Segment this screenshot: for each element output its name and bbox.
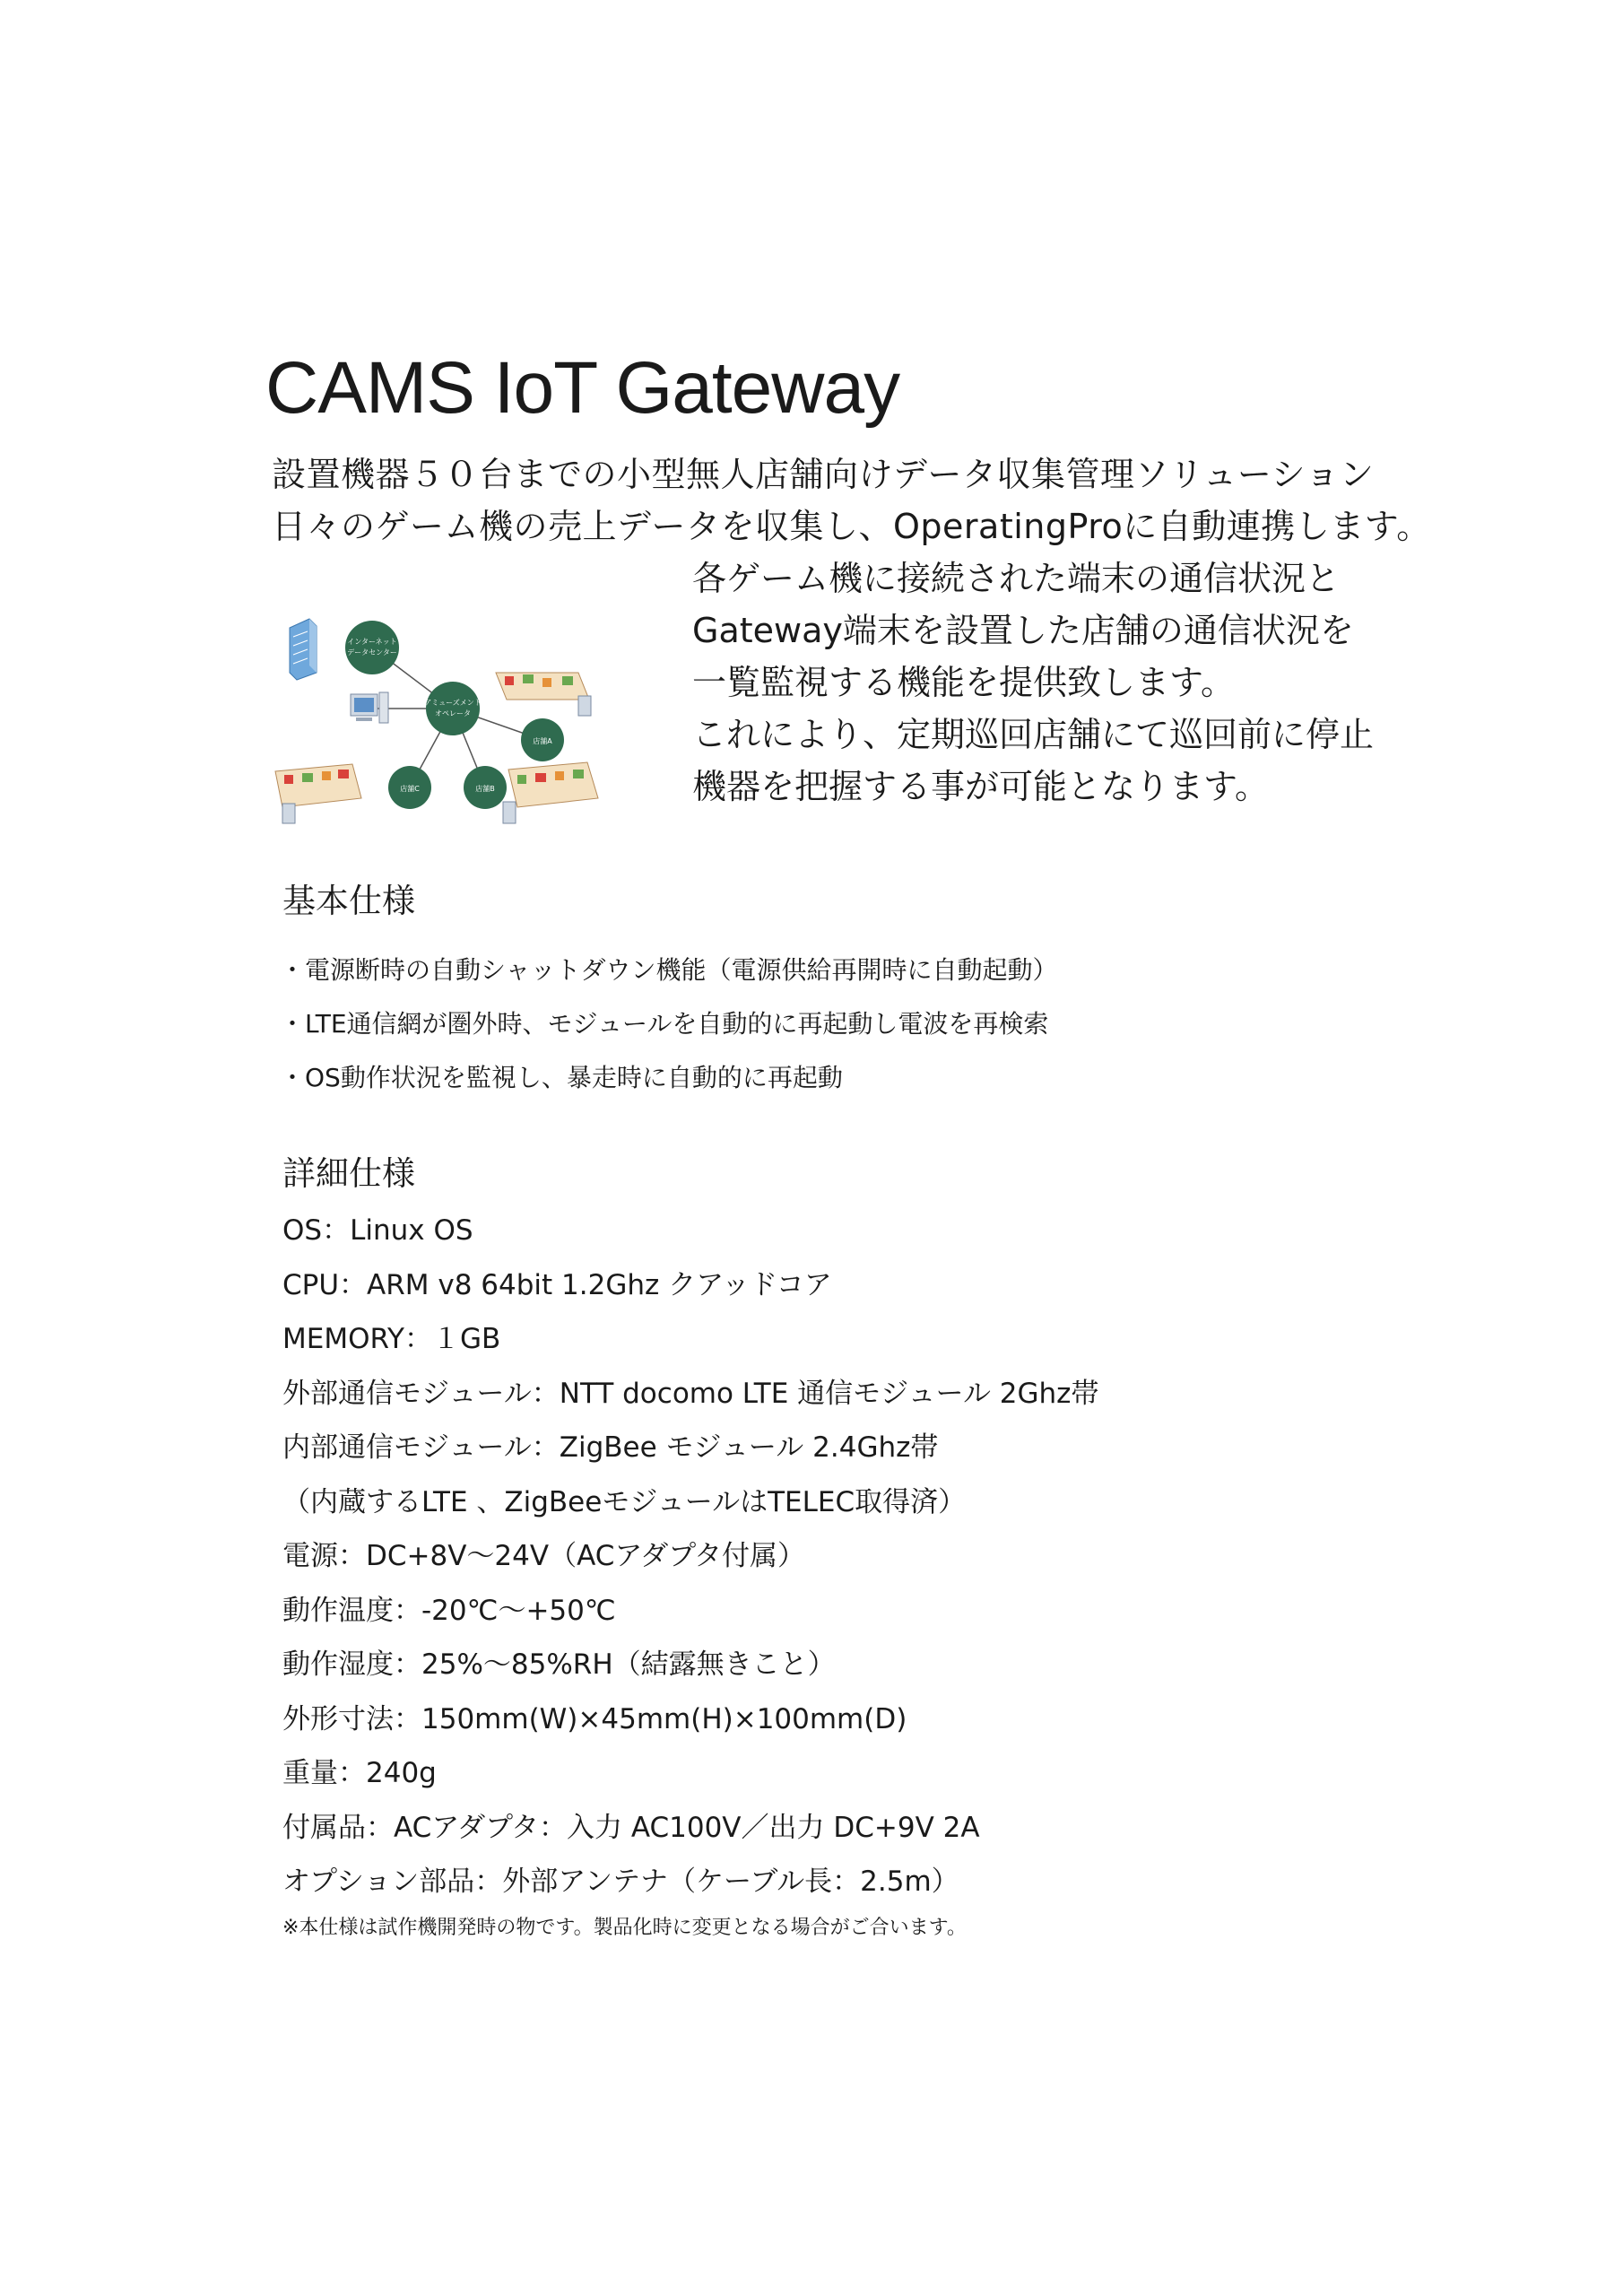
- store-illustration-icon: [496, 673, 591, 716]
- operator-node: [424, 682, 481, 735]
- datacenter-building-icon: [290, 619, 317, 680]
- detail-spec-item: 外形寸法：150mm(W)×45mm(H)×100mm(D): [282, 1702, 907, 1735]
- detail-spec-item: MEMORY：１GB: [282, 1323, 501, 1355]
- detail-spec-item: OS：Linux OS: [282, 1214, 473, 1247]
- basic-spec-item: ・電源断時の自動シャットダウン機能（電源供給再開時に自動起動）: [280, 955, 1058, 985]
- intro-line: 設置機器５０台までの小型無人店舗向けデータ収集管理ソリューション: [272, 455, 1375, 494]
- basic-spec-list: [280, 944, 1057, 1105]
- detail-spec-list: [282, 1204, 1098, 1909]
- detail-spec-item: 重量：240g: [282, 1757, 437, 1789]
- detail-spec-item: 内部通信モジュール：ZigBee モジュール 2.4Ghz帯: [282, 1431, 939, 1464]
- intro-line: 日々のゲーム機の売上データを収集し、OperatingProに自動連携します。: [272, 507, 1431, 546]
- detail-spec-item: 電源：DC+8V〜24V（ACアダプタ付属）: [282, 1540, 806, 1572]
- operator-label: オペレータ: [435, 709, 471, 718]
- store-b-node: [464, 766, 507, 809]
- page-title: CAMS IoT Gateway: [265, 347, 900, 429]
- description-block: [692, 552, 1374, 813]
- store-a-label: 店舗A: [533, 737, 552, 745]
- intro-block: [272, 448, 1431, 552]
- description-line: Gateway端末を設置した店舗の通信状況を: [692, 611, 1354, 650]
- description-line: これにより、定期巡回店舗にて巡回前に停止: [692, 715, 1375, 754]
- detail-spec-item: 付属品：ACアダプタ：入力 AC100V／出力 DC+9V 2A: [282, 1811, 980, 1844]
- detail-spec-heading: 詳細仕様: [282, 1154, 415, 1193]
- detail-spec-item: 動作湿度：25%〜85%RH（結露無きこと）: [282, 1648, 836, 1681]
- operator-label: アミューズメント: [424, 699, 482, 707]
- description-line: 一覧監視する機能を提供致します。: [692, 663, 1235, 702]
- detail-spec-item: 外部通信モジュール：NTT docomo LTE 通信モジュール 2Ghz帯: [282, 1377, 1099, 1410]
- store-c-node: [388, 766, 431, 809]
- datacenter-label: データセンター: [347, 648, 397, 657]
- basic-spec-item: ・LTE通信網が圏外時、モジュールを自動的に再起動し電波を再検索: [280, 1009, 1049, 1039]
- computer-icon: [351, 692, 388, 723]
- network-diagram: [273, 610, 641, 861]
- description-line: 機器を把握する事が可能となります。: [692, 767, 1269, 806]
- disclaimer-note: ※本仕様は試作機開発時の物です。製品化時に変更となる場合がご合います。: [282, 1917, 967, 1939]
- detail-spec-item: オプション部品：外部アンテナ（ケーブル長：2.5m）: [282, 1866, 959, 1898]
- store-b-label: 店舗B: [475, 785, 495, 793]
- datacenter-label: インターネット: [347, 638, 397, 646]
- store-illustration-icon: [275, 764, 361, 823]
- basic-spec-item: ・OS動作状況を監視し、暴走時に自動的に再起動: [280, 1063, 843, 1092]
- store-illustration-icon: [503, 762, 598, 823]
- store-c-label: 店舗C: [400, 785, 420, 793]
- detail-spec-item: 動作温度：-20℃〜+50℃: [282, 1594, 616, 1627]
- datacenter-node: [345, 621, 399, 674]
- basic-spec-heading: 基本仕様: [282, 882, 415, 920]
- description-line: 各ゲーム機に接続された端末の通信状況と: [692, 559, 1341, 598]
- detail-spec-item: CPU：ARM v8 64bit 1.2Ghz クアッドコア: [282, 1268, 832, 1301]
- detail-spec-item: （内蔵するLTE 、ZigBeeモジュールはTELEC取得済）: [282, 1485, 967, 1518]
- store-a-node: [521, 718, 564, 761]
